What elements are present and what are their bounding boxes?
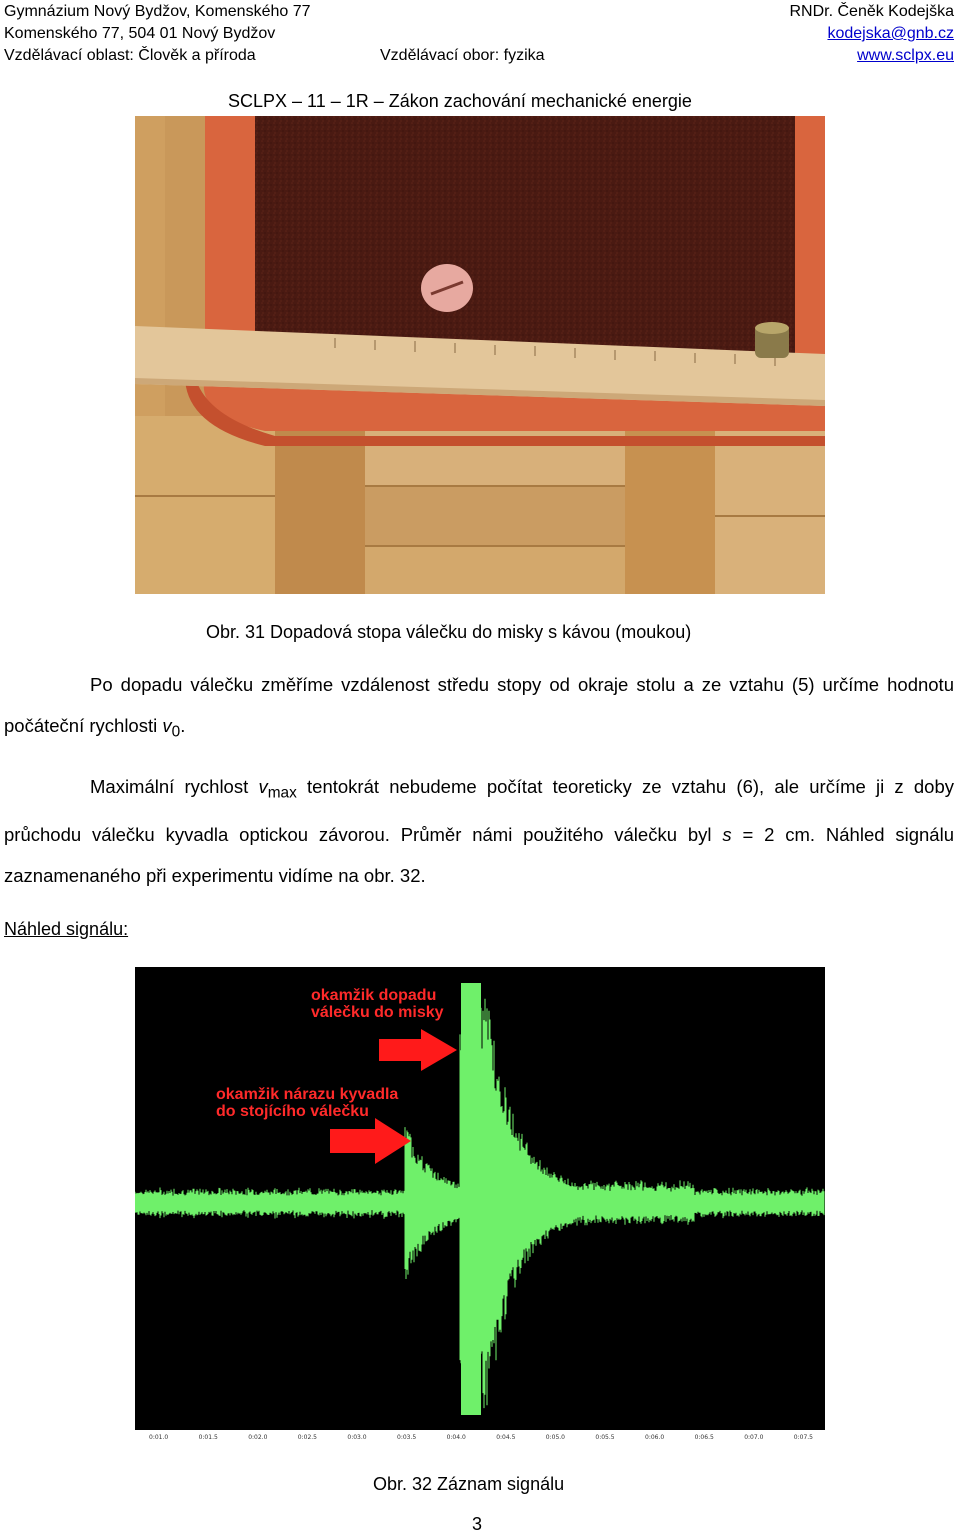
document-title: SCLPX – 11 – 1R – Zákon zachování mechanické energie [228, 91, 692, 111]
para2-mid: tentokrát nebudeme počítat teoreticky ze vztahu (6), ale určíme ji z doby průchodu válečku kyvadla optickou závorou. Průměr námi použitého válečku byl [4, 776, 954, 845]
time-tick-label: 0:07.0 [744, 1434, 764, 1441]
time-tick-label: 0:01.0 [149, 1434, 169, 1441]
header-subject: Vzdělávací obor: fyzika [380, 47, 545, 64]
time-tick-label: 0:05.5 [595, 1434, 615, 1441]
para1-text: Po dopadu válečku změříme vzdálenost středu stopy od okraje stolu a ze vztahu (5) určíme hodnotu počáteční rychlosti [4, 674, 954, 736]
paragraph-initial-velocity [4, 664, 954, 753]
header-school: Gymnázium Nový Bydžov, Komenského 77 [4, 3, 311, 20]
figure-32-caption: Obr. 32 Záznam signálu [373, 1474, 565, 1494]
time-tick-label: 0:02.5 [297, 1434, 317, 1441]
annotation-drop-line2: válečku do misky [311, 1004, 444, 1021]
time-tick-label: 0:05.0 [545, 1434, 565, 1441]
time-tick-label: 0:03.0 [347, 1434, 367, 1441]
section-label-signal: Náhled signálu: [4, 919, 129, 939]
para2-start: Maximální rychlost [90, 776, 259, 797]
arrow-drop-icon [379, 1029, 457, 1071]
time-tick-label: 0:03.5 [397, 1434, 417, 1441]
para2-sub: max [267, 784, 297, 802]
page-number: 3 [472, 1514, 483, 1534]
paragraph-max-velocity [4, 766, 954, 896]
para1-end: . [180, 715, 186, 736]
time-tick-label: 0:06.0 [645, 1434, 665, 1441]
header-email-link[interactable]: kodejska@gnb.cz [827, 25, 954, 42]
impact-photo [135, 116, 825, 594]
annotation-hit-line1: okamžik nárazu kyvadla [216, 1086, 399, 1103]
para1-sub: 0 [171, 723, 181, 741]
para2-var: v [258, 776, 268, 797]
annotation-drop-line1: okamžik dopadu [311, 987, 437, 1004]
signal-preview [135, 967, 825, 1447]
header-area: Vzdělávací oblast: Člověk a příroda [4, 47, 256, 64]
time-tick-label: 0:06.5 [694, 1434, 714, 1441]
para2-var2: s [722, 823, 732, 845]
annotation-hit [216, 1086, 398, 1120]
para1-var: v [162, 715, 172, 736]
time-tick-label: 0:04.5 [496, 1434, 516, 1441]
header-author: RNDr. Čeněk Kodejška [789, 3, 954, 20]
time-tick-label: 0:04.0 [446, 1434, 466, 1441]
time-tick-label: 0:07.5 [793, 1434, 813, 1441]
time-tick-label: 0:02.0 [248, 1434, 268, 1441]
header-address: Komenského 77, 504 01 Nový Bydžov [4, 25, 276, 42]
para2-end: = 2 cm. Náhled signálu zaznamenaného při experimentu vidíme na obr. 32. [4, 823, 954, 886]
time-axis [135, 1430, 825, 1447]
annotation-drop [311, 987, 444, 1021]
annotation-hit-line2: do stojícího válečku [216, 1103, 369, 1120]
header-web-link[interactable]: www.sclpx.eu [857, 47, 954, 64]
arrow-hit-icon [330, 1118, 411, 1164]
time-tick-label: 0:01.5 [198, 1434, 218, 1441]
figure-31-caption: Obr. 31 Dopadová stopa válečku do misky s kávou (moukou) [206, 622, 692, 642]
